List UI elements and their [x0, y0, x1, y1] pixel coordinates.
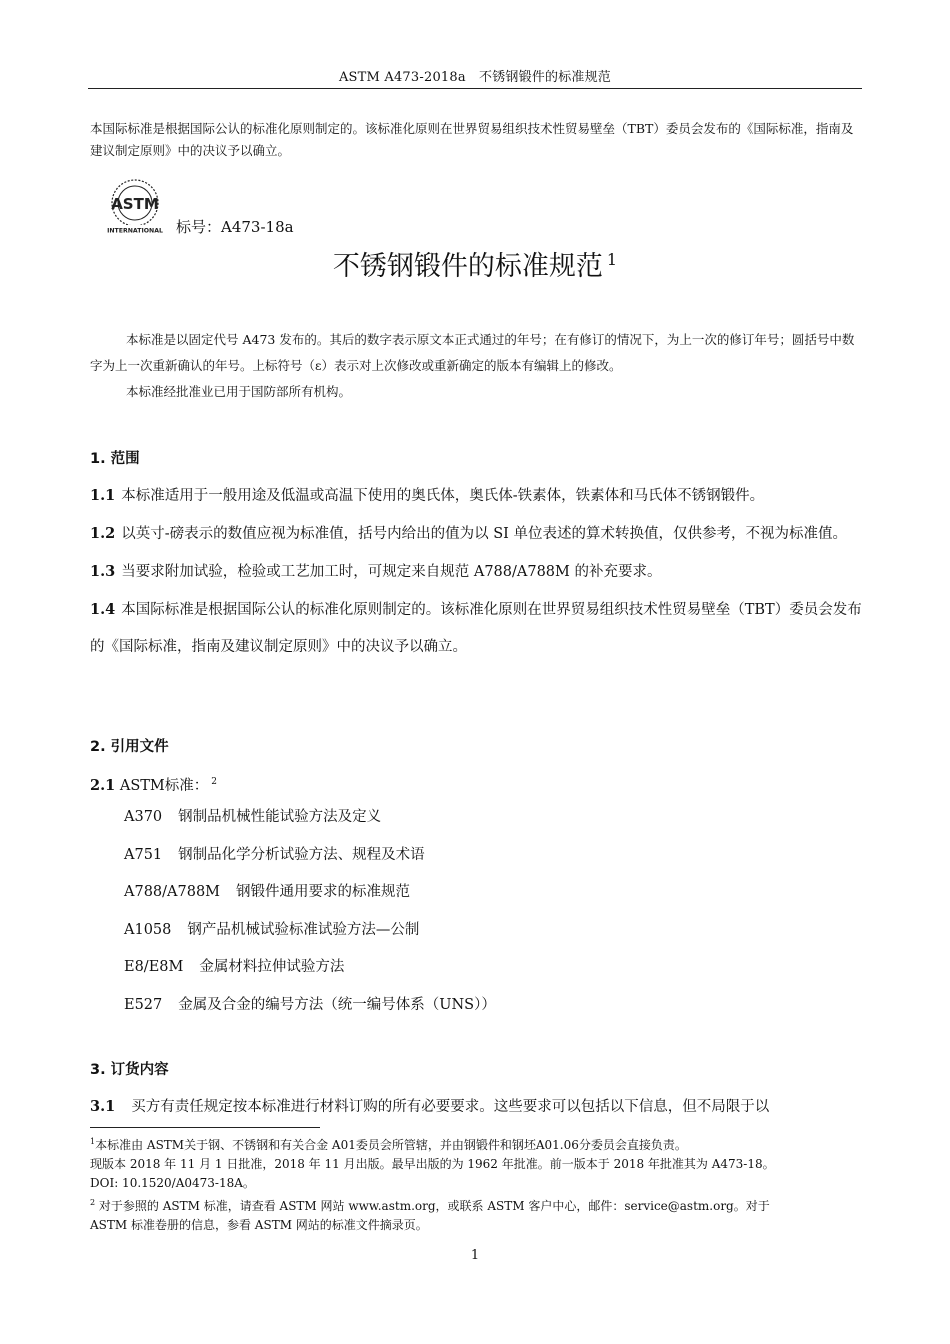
reference-list [124, 799, 844, 1024]
reference-item [124, 799, 844, 837]
reference-code: A1058 [124, 921, 172, 938]
clause-text: 本国际标准是根据国际公认的标准化原则制定的。该标准化原则在世界贸易组织技术性贸易壁垒（TBT）委员会发布的《国际标准，指南及建议制定原则》中的决议予以确立。 [90, 602, 862, 655]
section-body-ordering [90, 1088, 862, 1126]
clause-number: 2.1 [90, 776, 116, 794]
document-title-text: 不锈钢锻件的标准规范 [332, 251, 603, 282]
reference-code: A751 [124, 846, 163, 863]
reference-code: E527 [124, 996, 163, 1013]
footnote-text: 本标准由 ASTM关于钢、不锈钢和有关合金 A01委员会所管辖，并由钢锻件和钢坯A01.06分委员会直接负责。 [95, 1138, 687, 1152]
preface-paragraph: 本标准经批准业已用于国防部所有机构。 [126, 384, 352, 399]
clause-number: 1.1 [90, 487, 116, 504]
reference-title: 钢产品机械试验标准试验方法—公制 [187, 921, 420, 938]
footnote-mark: 2 [211, 777, 218, 787]
section-body-scope [90, 477, 862, 666]
footnote-2-line-2: ASTM 标准卷册的信息，参看 ASTM 网站的标准文件摘录页。 [90, 1218, 428, 1232]
clause-1-4 [90, 591, 862, 666]
footnotes [90, 1132, 862, 1235]
designation: 标号：A473-18a [176, 218, 294, 236]
clause-1-3 [90, 553, 862, 591]
clause-text: 当要求附加试验，检验或工艺加工时，可规定来自规范 A788/A788M 的补充要求。 [121, 564, 662, 580]
reference-title: 钢制品化学分析试验方法、规程及术语 [178, 846, 425, 863]
logo-text: ASTM [111, 195, 159, 213]
clause-text: 买方有责任规定按本标准进行材料订购的所有必要要求。这些要求可以包括以下信息，但不局限于以 [131, 1099, 770, 1115]
clause-1-1 [90, 477, 862, 515]
title-footnote-mark: 1 [606, 250, 618, 269]
reference-item [124, 837, 844, 875]
footnote-1-line-3: DOI: 10.1520/A0473-18A。 [90, 1176, 255, 1190]
section-heading-referenced-documents: 2. 引用文件 [90, 739, 169, 755]
reference-title: 钢制品机械性能试验方法及定义 [178, 809, 382, 825]
header-rule [88, 88, 862, 89]
reference-title: 金属及合金的编号方法（统一编号体系（UNS）） [178, 996, 496, 1013]
document-title [0, 244, 950, 283]
reference-item [124, 987, 844, 1025]
clause-number: 1.4 [90, 601, 116, 618]
reference-title: 钢锻件通用要求的标准规范 [236, 884, 411, 900]
footnote-rule [90, 1127, 320, 1128]
section-heading-ordering-information: 3. 订货内容 [90, 1062, 169, 1078]
clause-text: 本标准适用于一般用途及低温或高温下使用的奥氏体，奥氏体-铁素体，铁素体和马氏体不锈钢锻件。 [121, 488, 765, 504]
clause-text: 以英寸-磅表示的数值应视为标准值，括号内给出的值为以 SI 单位表述的算术转换值，仅供参考，不视为标准值。 [121, 526, 848, 542]
reference-item [124, 912, 844, 950]
logo-subtext: INTERNATIONAL [107, 227, 163, 235]
reference-code: A370 [124, 809, 163, 825]
astm-logo-graphic [104, 178, 166, 236]
footnote-text: 对于参照的 ASTM 标准，请查看 ASTM 网站 www.astm.org，或联系 ASTM 客户中心，邮件：service@astm.org。对于 [98, 1199, 770, 1213]
reference-item [124, 949, 844, 987]
running-header: ASTM A473-2018a 不锈钢锻件的标准规范 [338, 70, 612, 85]
clause-3-1 [90, 1088, 862, 1126]
reference-code: A788/A788M [124, 884, 221, 900]
preface-paragraph: 本标准是以固定代号 A473 发布的。其后的数字表示原文本正式通过的年号；在有修订的情况下，为上一次的修订年号；圆括号中数字为上一次重新确认的年号。上标符号（ε）表示对上次修改或重新确定的版本有编辑上的修改。 [90, 332, 855, 373]
reference-code: E8/E8M [124, 959, 184, 975]
intro-note: 本国际标准是根据国际公认的标准化原则制定的。该标准化原则在世界贸易组织技术性贸易壁垒（TBT）委员会发布的《国际标准，指南及建议制定原则》中的决议予以确立。 [90, 121, 854, 158]
section-heading-scope: 1. 范围 [90, 451, 140, 467]
preface [90, 327, 862, 405]
clause-number: 1.2 [90, 525, 116, 542]
footnote-mark: 2 [90, 1198, 96, 1207]
clause-1-2 [90, 515, 862, 553]
footnote-1-line-2: 现版本 2018 年 11 月 1 日批准，2018 年 11 月出版。最早出版的为 1962 年批准。前一版本于 2018 年批准其为 A473-18。 [90, 1157, 775, 1171]
reference-item [124, 874, 844, 912]
page-number: 1 [470, 1248, 480, 1263]
clause-number: 1.3 [90, 563, 116, 580]
footnote-2 [90, 1193, 862, 1216]
clause-number: 3.1 [90, 1098, 116, 1115]
astm-logo [104, 178, 166, 236]
clause-text: ASTM标准： [119, 777, 209, 794]
reference-title: 金属材料拉伸试验方法 [199, 959, 345, 975]
footnote-mark: 1 [90, 1137, 96, 1146]
footnote-1 [90, 1132, 862, 1155]
